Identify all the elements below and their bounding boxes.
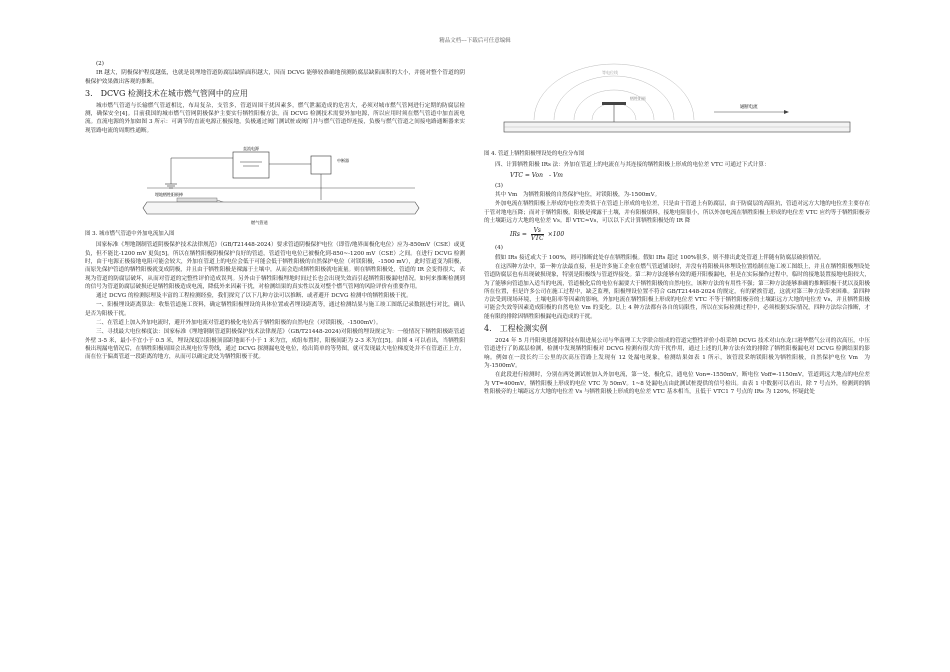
figure-3-caption: 图 3. 城市燃气管道中外加电流加入图 xyxy=(85,231,175,238)
equipotential-label: 等电位线 xyxy=(602,70,618,75)
paragraph-method-4: 四、计算牺牲阳极 IRs 法：外加在管道上的电流在与其连接的牺牲阳极上形成的电位差 VTC 可通过下式计算： xyxy=(495,162,770,169)
equation-4 xyxy=(510,227,870,242)
equation-4-label: (4) xyxy=(495,245,503,252)
paragraph-methods-intro: 通过 DCVG 的检测原理及丰富的工程检测经验，我们探究了以下几种方法可以推断、或者避开 DCVG 检测中的牺牲阳极干扰。 xyxy=(96,293,412,300)
paragraph-assumption: 假如 IRs 接近或大于 100%，则可推断此处存在牺牲阳极。假如 IRs 超过 100%很多，则不排出此处管道上伴随有防腐层破损情况。 xyxy=(495,254,825,261)
fig4-current-label: 通断电流 xyxy=(740,105,758,110)
power-supply-label: 直流电源 xyxy=(243,146,259,152)
left-column xyxy=(85,60,465,363)
paragraph-where: 其中 Vm 为牺牲阳极的自然保护电位，对镁阳极，为-1500mV。 xyxy=(495,192,661,199)
method-2: 二、在管道上加入外加电流时，避开外加电流对管道的极化电位高于牺牲阳极的自然电位（对镁阳极，-1500mV）。 xyxy=(96,320,382,327)
figure-3 xyxy=(85,136,465,238)
method-1: 一、阳极埋设距离算法：收集管道施工资料，确定牺牲阳极埋设的具体位置或者埋设距离等，通过检测结果与施工竣工图纸记录数据进行对比，确认是否为阳极干扰。 xyxy=(85,302,465,317)
method-3: 三、寻找最大电位梯度法：国家标准《埋地钢制管道阴极保护技术法律规范》（GB/T21448-2024)对阳极的埋设规定为：一般情况下牺牲阳极距管道外壁 3-5 米，最小不宜小于 0.5 米，埋设深度以阳极顶部距地面不小于 1 米为宜，成组布置时，阳极间距为 2-3 米为宜[5]。由图 4 可以看出，当牺牲阳极出现漏电情况后，在牺牲阳极周围会出现电位等势线，通过 DCVG 探测漏电处电位，绘出简单的等势图，就可发现最大电位梯度处并不在管道正上方，而在位于偏离管道一段距离的地方，从而可以确定此处为牺牲阳极干扰。 xyxy=(85,329,465,361)
fig4-anode-label: 牺牲阳极 xyxy=(630,96,646,101)
equation-3 xyxy=(510,172,870,180)
equation-4-tail: ×100 xyxy=(547,231,565,239)
paragraph-case-2: 在此段进行检测时，分别在两处测试桩加入外加电流，第一处，极化后，通电位 Von=-1550mV，断电位 Voff=-1150mV，管道到远大地点的电位差为 VT=400mV，牺牲阳极上形成的电位 VTC 为 50mV。1~8 处漏电点由此测试桩提供的信号检出。由表 1 中数据可以看出，除 7 号点外，检测到的牺牲阳极旁的土壤距远方大地的电位差 Vs 与牺牲阳极上形成的电位差 VTC 基本相当，且低于 VTC1 7 号点的 IRs 为 120%, 怀疑此处 xyxy=(484,372,870,395)
section-3-heading: 3. DCVG 检测技术在城市燃气管网中的应用 xyxy=(85,88,248,98)
gas-pipe xyxy=(143,202,419,214)
equation-4-fraction xyxy=(531,227,544,242)
paragraph-standard: 国家标准《埋地钢制管道阴极保护技术法律规范》（GB/T21448-2024）要求管道阴极保护电位（即管/地界面极化电位）应为-850mV（CSE）或更负，但不能比-1200 mV 更负[5]。所以在牺牲阳极阴极保护良好的管道，管道管电电位已被极化到-850~-1200 mV（CSE）之间。在进行 DCVG 检测时，由于电源正极接地电阻可能会较大，外加在管道上的电位会低于可能会低于牺牲阳极的自然保护电位（对镁阳极，-1500 mV），此时管道变为阳极，而原先保护管道的牺牲阳极就变成阴极，并且由于牺牲阳极是裸露于土壤中，从而会造成牺牲阳极就电流量。则在牺牲阳极处，管道的 IR 会变得很大，表现为管道的防腐层破坏，从而对管道的完整性评价造成误判。另外由于牺牲阳极埋地时间过长也会出现失效而引起牺牲阳极漏电情况。如何来推断检测到的信号为管道防腐层破损还是牺牲阳极造成电流，降低外来因素干扰，对检测结果的真实性以及对整个燃气管网的风险评价有重要作用。 xyxy=(85,242,465,290)
equation-3-label: (3) xyxy=(495,182,503,189)
equation-4-denominator: VTC xyxy=(530,235,544,243)
paragraph-intro: 城市燃气管道与长输燃气管道相比，布局复杂，支管多，管道周围干扰因素多，燃气泄漏造成的危害大，必须对城市燃气管网进行定期的防腐层检测，确保安全[4]。目前我国的城市燃气管网阴极保护主要实行牺牲阳极方法，而 DCVG 检测技术需要外加电源，所以应用时须在燃气管道中加直流电流。直流电源的外加如图 3 所示：可调节的直流电源正极接地，负极通过阀门测试桩或阀门井与燃气管道焊连接，负极与燃气管道之间接电路通断器来实现管路电流的周期性通断。 xyxy=(85,102,465,134)
right-column xyxy=(484,60,870,397)
equation-4-lhs: IRs = xyxy=(510,231,527,239)
figure-4 xyxy=(484,60,864,158)
equation-3-body: VTC = Von - Vm xyxy=(510,171,563,179)
section-4-heading: 4. 工程检测实例 xyxy=(484,324,548,334)
figure-4-diagram xyxy=(484,60,870,148)
paragraph-ir: IR 越大，阴极保护程度越低，也就是说埋地管道防腐层缺陷面积越大，因而 DCVG 能够较准确地预测防腐层缺陷面积的大小，并能对整个管道的阴极保护效果做出客观的推断。 xyxy=(85,70,465,85)
paragraph-four-methods: 在这四种方法中，第一种方法最直接，但是许多施工企业在燃气管道铺设时，并没有将阳极具体埋设位置绘制在施工竣工图纸上，并且在牺牲阳极埋设处管道防腐层也有出现破损现象，特别是阳极线与管道焊接处。第二种方法能够有效的避开阳极漏电，但是在实际操作过程中，临时的接地装置接地电阻较大，为了能够向管道加入适当的电流，管道极化后的电位有漏要大于牺牲阳极的自然电位，该种方法的有用性不强；第三种方法能够准确的推断阳极干扰以及阳极所在位置，但是许多公司在施工过程中，缺乏监理，阳极埋设位置不符合 GB/T21448-2024 的规定，有的紧挨管道，这就对第三种方法带来困难。第四种方法受到现场环境，土壤电阻率等因素的影响，外加电流在牺牲阳极上形成的电位差 VTC 不等于牺牲阳极旁的土壤距远方大地的电位差 Vs，并且牺牲阳极可能会失效等因素造成阳极的自然电位 Vm 的变化。以上 4 种方法都有各自的局限性，所以在实际检测过程中，必须根据实际情况，四种方法综合推断，才能有限的排除因牺牲阳极漏电而造成的干扰。 xyxy=(484,263,870,320)
fig4-anode xyxy=(602,102,626,105)
paragraph-external-current: 外加电流在牺牲阳极上形成的电位差类似于在管道上形成的电位差，只是由于管道上有防腐层，由于防腐层的高阻抗，管道对远方大地的电位差主要存在于管对地电压降；而对于牺牲阳极，阳极是裸露于土壤，并有阳极填料，接地电阻很小，所以外加电流在牺牲阳极上形成的电位差 VTC 应约等于牺牲阳极旁的土壤距远方大地的电位差 Vs。即 VTC≈Vs，可以以下式计算牺牲阳极处的 IR 降 xyxy=(484,201,870,225)
paragraph-case-1: 2024 年 5 月丹阳奥恩能源科技有限进展公司与华南理工大学联合组成的管道完整性评价小组采纳 DCVG 技术对山东龙口港华燃气公司的次高压，中压管道进行了防腐层检测，检测中发现牺牲阳极对 DCVG 检测有很大的干扰作用，通过上述的几种方法有效的排除了牺牲阳极漏电对 DCVG 检测结果的影响。例如在一段长约三公里的次高压管路上发现有 12 处漏电现象，检测结果如表 1 所示，该管段采纳镁阳极为牺牲阳极，自然保护电位 Vm 为为-1500mV。 xyxy=(484,338,870,369)
sacrificial-anode xyxy=(177,198,217,202)
figure-3-diagram xyxy=(85,136,465,228)
page-header: 精品文档---下载后可任意编辑 xyxy=(439,38,511,44)
anode-label: 埋地牺牲阳极棒 xyxy=(155,192,183,198)
interrupter-label: 中断器 xyxy=(337,158,349,164)
power-supply-box xyxy=(233,152,269,178)
figure-4-caption: 图 4. 管道上牺牲阳极埋设处的电位分布图 xyxy=(484,151,585,157)
equation-2-label: (2) xyxy=(96,61,104,67)
equation-4-numerator: Vs xyxy=(531,227,544,235)
pipe-label: 燃气管道 xyxy=(251,220,268,226)
interrupter-box xyxy=(311,156,331,174)
